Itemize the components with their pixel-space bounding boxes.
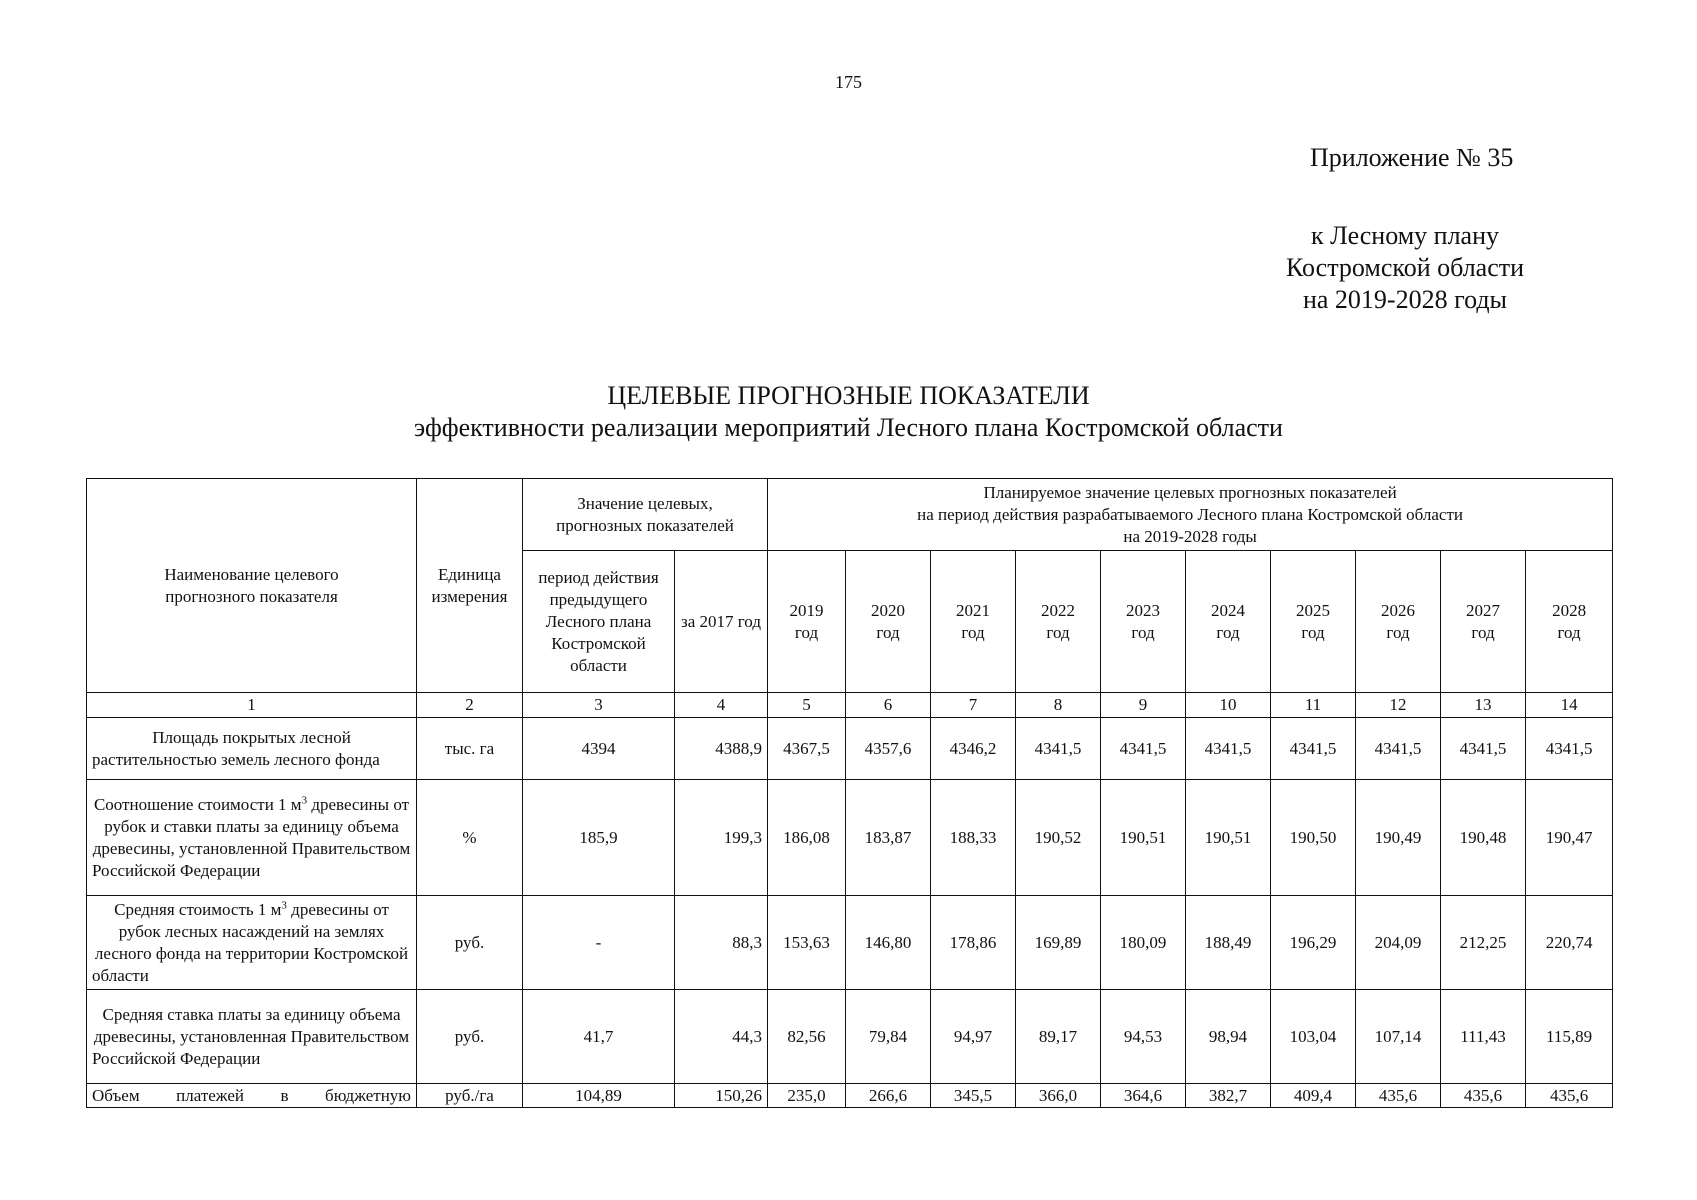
appendix-number: Приложение № 35: [1310, 143, 1514, 172]
column-number: 1: [87, 693, 417, 718]
column-number: 5: [768, 693, 846, 718]
value-cell: 82,56: [768, 990, 846, 1084]
value-cell: 435,6: [1356, 1084, 1441, 1108]
header-year: 2026 год: [1356, 551, 1441, 693]
column-number: 2: [417, 693, 523, 718]
value-cell: 220,74: [1526, 896, 1613, 990]
header-previous-period: период действия предыдущего Лесного плана Костромской области: [523, 551, 675, 693]
column-number: 10: [1186, 693, 1271, 718]
value-cell: 382,7: [1186, 1084, 1271, 1108]
value-cell: 169,89: [1016, 896, 1101, 990]
document-title: [0, 380, 1697, 444]
column-number: 7: [931, 693, 1016, 718]
header-year: 2021 год: [931, 551, 1016, 693]
value-cell: 79,84: [846, 990, 931, 1084]
table-row: [87, 718, 1613, 780]
value-cell: 4341,5: [1271, 718, 1356, 780]
value-cell: 345,5: [931, 1084, 1016, 1108]
column-number: 3: [523, 693, 675, 718]
header-year: 2024 год: [1186, 551, 1271, 693]
value-cell: 185,9: [523, 780, 675, 896]
value-cell: 153,63: [768, 896, 846, 990]
indicator-name-text: Площадь покрытых лесной растительностью земель лесного фонда: [92, 727, 380, 769]
indicators-table: [86, 478, 1613, 1108]
table-row: [87, 1084, 1613, 1108]
document-title-subtitle: эффективности реализации мероприятий Лесного плана Костромской области: [414, 413, 1283, 442]
appendix-reference-line: к Лесному плану: [1310, 221, 1500, 250]
value-cell: 212,25: [1441, 896, 1526, 990]
value-cell: 4341,5: [1526, 718, 1613, 780]
header-indicator-name: Наименование целевого прогнозного показателя: [87, 479, 417, 693]
header-unit: Единица измерения: [417, 479, 523, 693]
header-year: 2019 год: [768, 551, 846, 693]
value-cell: 180,09: [1101, 896, 1186, 990]
column-number: 14: [1526, 693, 1613, 718]
header-year: 2025 год: [1271, 551, 1356, 693]
page-number: 175: [835, 72, 862, 92]
value-cell: 4388,9: [675, 718, 768, 780]
value-cell: 4346,2: [931, 718, 1016, 780]
value-cell: 4394: [523, 718, 675, 780]
indicator-unit: руб.: [417, 896, 523, 990]
column-number: 12: [1356, 693, 1441, 718]
header-year: 2022 год: [1016, 551, 1101, 693]
indicator-name-text: древесины от рубок и ставки платы за единицу объема древесины, установленной Правительством Российской Федерации: [92, 794, 411, 880]
value-cell: 186,08: [768, 780, 846, 896]
value-cell: 266,6: [846, 1084, 931, 1108]
value-cell: 188,33: [931, 780, 1016, 896]
indicator-name-text: Объем платежей в бюджетную: [92, 1085, 411, 1105]
value-cell: 196,29: [1271, 896, 1356, 990]
value-cell: 4341,5: [1356, 718, 1441, 780]
appendix-reference-line: на 2019-2028 годы: [1302, 285, 1508, 314]
value-cell: 146,80: [846, 896, 931, 990]
value-cell: 4367,5: [768, 718, 846, 780]
indicator-name: [87, 718, 417, 780]
indicator-unit: тыс. га: [417, 718, 523, 780]
value-cell: 366,0: [1016, 1084, 1101, 1108]
value-cell: 4341,5: [1186, 718, 1271, 780]
value-cell: 44,3: [675, 990, 768, 1084]
column-number: 4: [675, 693, 768, 718]
value-cell: 190,48: [1441, 780, 1526, 896]
value-cell: 235,0: [768, 1084, 846, 1108]
column-number: 9: [1101, 693, 1186, 718]
value-cell: 107,14: [1356, 990, 1441, 1084]
indicator-name: [87, 896, 417, 990]
indicator-name-text: Средняя стоимость 1 м: [114, 899, 282, 919]
value-cell: 190,50: [1271, 780, 1356, 896]
header-year: 2027 год: [1441, 551, 1526, 693]
value-cell: 199,3: [675, 780, 768, 896]
value-cell: 4341,5: [1441, 718, 1526, 780]
indicator-unit: руб./га: [417, 1084, 523, 1108]
table-row: [87, 990, 1613, 1084]
column-numbers-row: [87, 693, 1613, 718]
value-cell: 435,6: [1441, 1084, 1526, 1108]
indicator-name-text: Средняя ставка платы за единицу объема древесины, установленная Правительством Российской Федерации: [92, 1004, 410, 1068]
appendix-reference-line: Костромской области: [1285, 253, 1525, 282]
header-year: 2020 год: [846, 551, 931, 693]
value-cell: 4341,5: [1016, 718, 1101, 780]
indicator-unit: %: [417, 780, 523, 896]
indicator-name: [87, 780, 417, 896]
header-planned-line: Планируемое значение целевых прогнозных показателей: [983, 482, 1397, 502]
header-planned-line: на период действия разрабатываемого Лесного плана Костромской области: [917, 504, 1463, 524]
header-planned-line: на 2019-2028 годы: [1123, 526, 1257, 546]
value-cell: 204,09: [1356, 896, 1441, 990]
header-planned-group: [768, 479, 1613, 551]
table-row: [87, 780, 1613, 896]
value-cell: -: [523, 896, 675, 990]
superscript: 3: [301, 793, 308, 806]
value-cell: 4357,6: [846, 718, 931, 780]
value-cell: 190,47: [1526, 780, 1613, 896]
value-cell: 41,7: [523, 990, 675, 1084]
value-cell: 103,04: [1271, 990, 1356, 1084]
value-cell: 94,97: [931, 990, 1016, 1084]
value-cell: 435,6: [1526, 1084, 1613, 1108]
value-cell: 98,94: [1186, 990, 1271, 1084]
indicator-name: [87, 990, 417, 1084]
superscript: 3: [281, 898, 287, 911]
value-cell: 111,43: [1441, 990, 1526, 1084]
value-cell: 150,26: [675, 1084, 768, 1108]
indicator-name-text: Соотношение стоимости 1 м: [93, 794, 302, 814]
indicator-unit: руб.: [417, 990, 523, 1084]
table-row: [87, 896, 1613, 990]
indicator-name: [87, 1084, 417, 1108]
column-number: 13: [1441, 693, 1526, 718]
column-number: 6: [846, 693, 931, 718]
value-cell: 190,49: [1356, 780, 1441, 896]
value-cell: 190,52: [1016, 780, 1101, 896]
value-cell: 364,6: [1101, 1084, 1186, 1108]
value-cell: 190,51: [1186, 780, 1271, 896]
value-cell: 89,17: [1016, 990, 1101, 1084]
value-cell: 178,86: [931, 896, 1016, 990]
value-cell: 115,89: [1526, 990, 1613, 1084]
document-title-main: ЦЕЛЕВЫЕ ПРОГНОЗНЫЕ ПОКАЗАТЕЛИ: [607, 381, 1090, 410]
header-year: 2023 год: [1101, 551, 1186, 693]
value-cell: 409,4: [1271, 1084, 1356, 1108]
value-cell: 183,87: [846, 780, 931, 896]
value-cell: 104,89: [523, 1084, 675, 1108]
value-cell: 94,53: [1101, 990, 1186, 1084]
header-year-2017: за 2017 год: [675, 551, 768, 693]
header-values-group: Значение целевых, прогнозных показателей: [523, 479, 768, 551]
column-number: 11: [1271, 693, 1356, 718]
value-cell: 4341,5: [1101, 718, 1186, 780]
value-cell: 188,49: [1186, 896, 1271, 990]
appendix-reference: [1250, 220, 1560, 316]
indicator-name-text: древесины от рубок лесных насаждений на землях лесного фонда на территории Костромской области: [92, 899, 409, 985]
header-year: 2028 год: [1526, 551, 1613, 693]
column-number: 8: [1016, 693, 1101, 718]
value-cell: 88,3: [675, 896, 768, 990]
value-cell: 190,51: [1101, 780, 1186, 896]
